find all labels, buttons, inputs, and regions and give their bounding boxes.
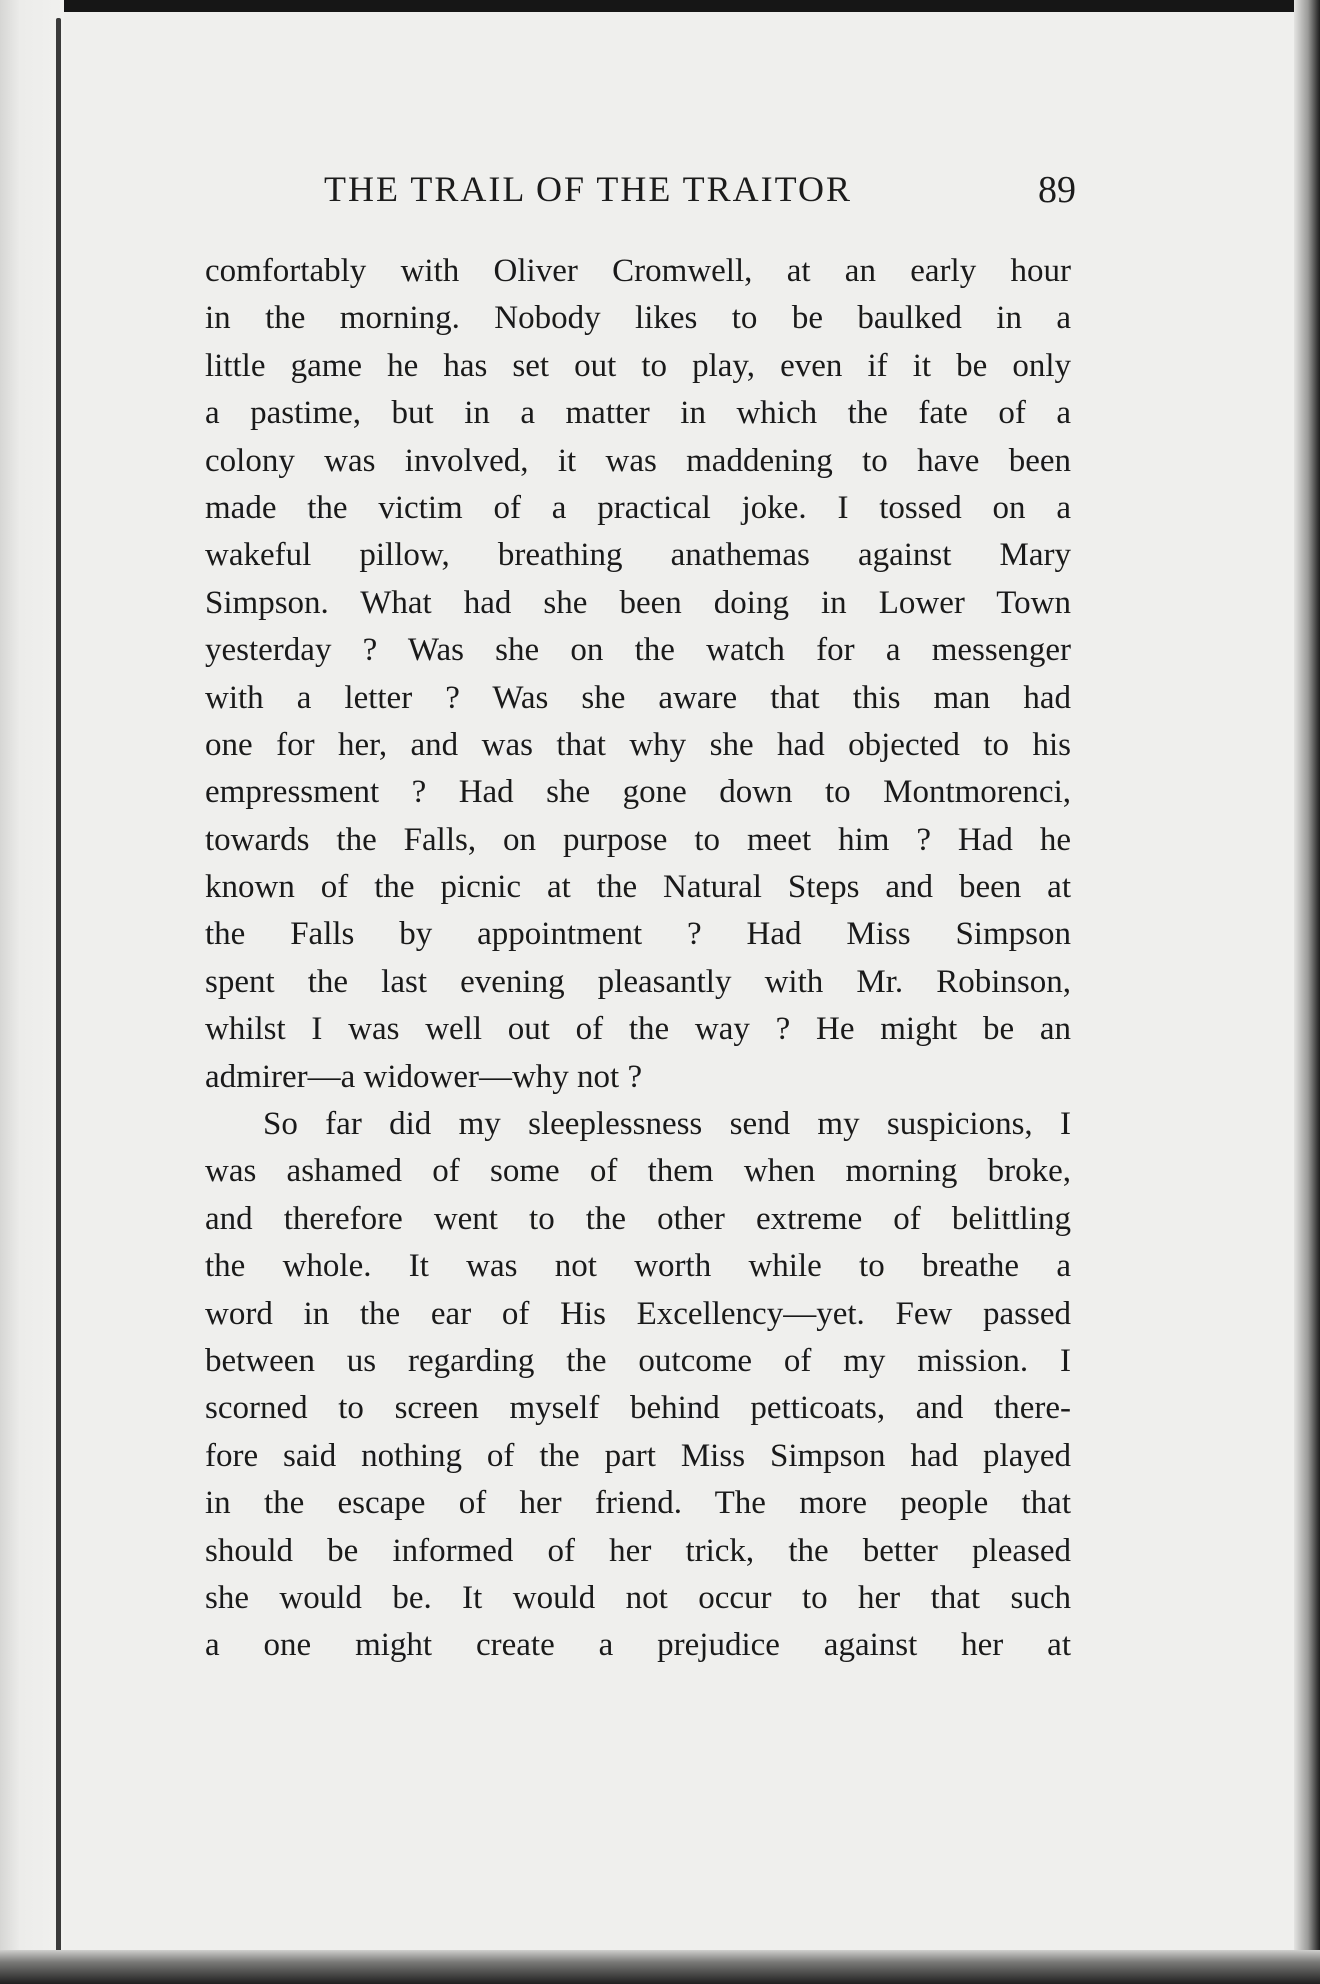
page-bottom-edge: [0, 1950, 1320, 1984]
text-line: So far did my sleeplessness send my suspicions, I: [263, 1106, 1071, 1143]
text-line: empressment ? Had she gone down to Montmorenci,: [205, 774, 1071, 811]
text-line: a one might create a prejudice against her at: [205, 1627, 1071, 1664]
page-number: 89: [1038, 169, 1076, 211]
text-line: wakeful pillow, breathing anathemas against Mary: [205, 537, 1071, 574]
body-text: [205, 248, 1071, 1670]
text-line: and therefore went to the other extreme of belittling: [205, 1200, 1071, 1237]
text-line: was ashamed of some of them when morning broke,: [205, 1153, 1071, 1190]
text-line: the Falls by appointment ? Had Miss Simpson: [205, 916, 1071, 953]
text-line: little game he has set out to play, even if it be only: [205, 347, 1071, 384]
running-title: THE TRAIL OF THE TRAITOR: [324, 169, 853, 209]
text-line: known of the picnic at the Natural Steps and been at: [205, 869, 1071, 906]
book-spine-shadow: [0, 0, 64, 1984]
text-line: fore said nothing of the part Miss Simpson had played: [205, 1437, 1071, 1474]
text-line: made the victim of a practical joke. I tossed on a: [205, 489, 1071, 526]
page-right-edge: [1294, 0, 1320, 1984]
text-line: a pastime, but in a matter in which the fate of a: [205, 395, 1071, 432]
text-line: Simpson. What had she been doing in Lower Town: [205, 584, 1071, 621]
text-line: yesterday ? Was she on the watch for a messenger: [205, 632, 1071, 669]
text-line: should be informed of her trick, the better pleased: [205, 1532, 1071, 1569]
text-line: in the morning. Nobody likes to be baulked in a: [205, 300, 1071, 337]
text-line: scorned to screen myself behind petticoats, and there-: [205, 1390, 1071, 1427]
book-spine-line: [56, 18, 61, 1968]
text-line: spent the last evening pleasantly with Mr. Robinson,: [205, 963, 1071, 1000]
page-header: [324, 168, 1076, 228]
text-line: between us regarding the outcome of my mission. I: [205, 1342, 1071, 1379]
text-line: she would be. It would not occur to her that such: [205, 1579, 1071, 1616]
text-line: admirer—a widower—why not ?: [205, 1058, 643, 1095]
text-line: the whole. It was not worth while to breathe a: [205, 1248, 1071, 1285]
text-line: towards the Falls, on purpose to meet him ? Had he: [205, 821, 1071, 858]
text-line: with a letter ? Was she aware that this man had: [205, 679, 1071, 716]
text-line: in the escape of her friend. The more people that: [205, 1485, 1071, 1522]
text-line: one for her, and was that why she had objected to his: [205, 726, 1071, 763]
text-line: whilst I was well out of the way ? He might be an: [205, 1011, 1071, 1048]
page-top-edge: [0, 0, 1320, 12]
text-line: comfortably with Oliver Cromwell, at an early hour: [205, 253, 1071, 289]
text-line: word in the ear of His Excellency—yet. Few passed: [205, 1295, 1071, 1332]
text-line: colony was involved, it was maddening to have been: [205, 442, 1071, 479]
